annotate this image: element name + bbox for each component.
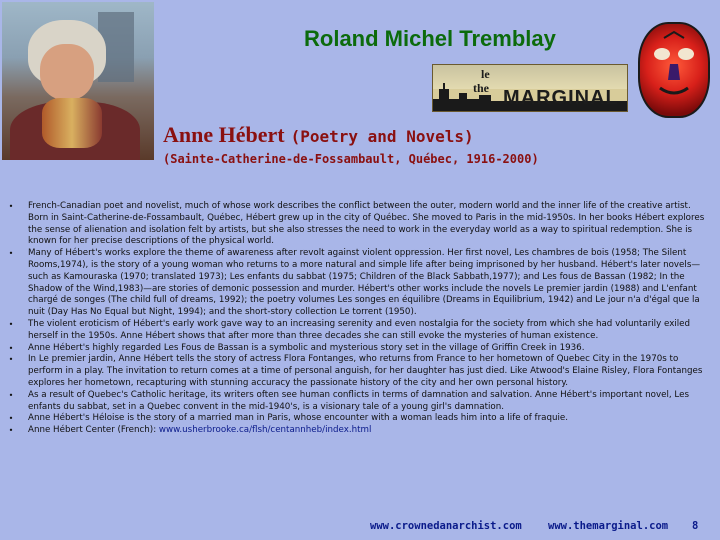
list-item	[6, 413, 710, 425]
list-item-text: French-Canadian poet and novelist, much of whose work describes the conflict between the outer, modern world and the inner life of the creative artist. Born in Saint-Catherine-de-Fossambault, Québec, Hébert grew up in the city of Québec. She moved to Paris in the mid-1950s. In her books Hébert explores the sense of alienation and isolation felt by artists, but she also stresses the need to work in the everyday world as a way to spiritual redemption. She is known for her precise descriptions of the physical world.	[28, 201, 705, 247]
footer-link-themarginal[interactable]: www.themarginal.com	[548, 520, 669, 532]
list-item	[6, 343, 710, 355]
logo-word: MARGINAL	[503, 87, 619, 109]
page-number: 8	[692, 520, 699, 532]
bullet-icon: •	[8, 355, 14, 365]
list-item-text: Anne Hébert's highly regarded Les Fous de Bassan is a symbolic and mysterious story set in the village of Griffin Creek in 1936.	[28, 342, 585, 353]
bullet-icon: •	[8, 319, 14, 329]
author-birthplace: (Sainte-Catherine-de-Fossambault, Québec, 1916-2000)	[163, 152, 539, 166]
bullet-icon: •	[8, 343, 14, 353]
list-item	[6, 390, 710, 414]
bullet-icon: •	[8, 202, 14, 211]
author-heading	[163, 122, 474, 148]
mask-logo	[638, 22, 710, 118]
logo-the: the	[473, 81, 489, 95]
bullet-list	[6, 201, 710, 437]
list-item-text: In Le premier jardin, Anne Hébert tells the story of actress Flora Fontanges, who returns from France to her hometown of Quebec City in the 1970s to perform in a play. The invitation to return comes at a time of personal anguish, for her daughter has just died. Like Atwood's Elaine Risley, Flora Fontanges explores her hometown, recapturing with stunning accuracy the passionate history of the city and her own personal history.	[28, 354, 703, 388]
author-name: Anne Hébert	[163, 122, 285, 147]
footer-link-crownedanarchist[interactable]: www.crownedanarchist.com	[370, 520, 522, 532]
bullet-icon: •	[8, 426, 14, 436]
list-item	[6, 425, 710, 437]
bullet-icon: •	[8, 414, 14, 424]
list-item-text: As a result of Quebec's Catholic heritage, its writers often see human conflicts in terms of damnation and salvation. Anne Hébert's important novel, Les enfants du sabbat, set in a Quebec convent in the mid-1940's, is a visionary tale of a young girl's damnation.	[28, 389, 689, 412]
list-item-text: Many of Hébert's works explore the theme of awareness after revolt against violent oppression. Her first novel, Les chambres de bois (1958; The Silent Rooms,1974), is the story of a young woman who returns to a more natural and simple life after being imprisoned by her husband. Hébert's later novels—such as Kamouraska (1970; translated 1973); Les enfants du sabbat (1975; Children of the Black Sabbath,1977); and Les fous de Bassan (1982; In the Shadow of the Wind,1983)—are stories of demonic possession and murder. Hébert's other works include the novels Le premier jardin (1988) and L'enfant chargé de songes (The child full of dreams, 1992); the poetry volumes Les songes en équilibre (Dreams in Equilibrium, 1942) and Le jour n'a d'égal que la nuit (Day Has No Equal but Night, 1994); and the short-story collection Le torrent (1950).	[28, 248, 701, 318]
list-item	[6, 354, 710, 389]
list-item	[6, 248, 710, 319]
list-item	[6, 319, 710, 343]
bullet-icon: •	[8, 249, 14, 259]
list-item-text: The violent eroticism of Hébert's early work gave way to an increasing serenity and even nostalgia for the society from which she had voluntarily exiled herself in the 1950s. Anne Hébert shows that after more than three decades she can still evoke the mysteries of human existence.	[28, 318, 691, 341]
author-genre: (Poetry and Novels)	[290, 127, 474, 146]
the-marginal-logo[interactable]	[432, 64, 628, 112]
anne-hebert-center-link[interactable]: www.usherbrooke.ca/flsh/centannheb/index.html	[158, 425, 372, 436]
site-title: Roland Michel Tremblay	[304, 26, 556, 51]
logo-le: le	[481, 67, 490, 81]
bullet-icon: •	[8, 390, 14, 400]
list-item	[6, 201, 710, 248]
list-item-text: Anne Hébert Center (French):	[28, 425, 159, 436]
list-item-text: Anne Hébert's Héloise is the story of a married man in Paris, whose encounter with a woman leads him into a life of fraquie.	[28, 413, 569, 424]
author-photo	[2, 2, 154, 160]
